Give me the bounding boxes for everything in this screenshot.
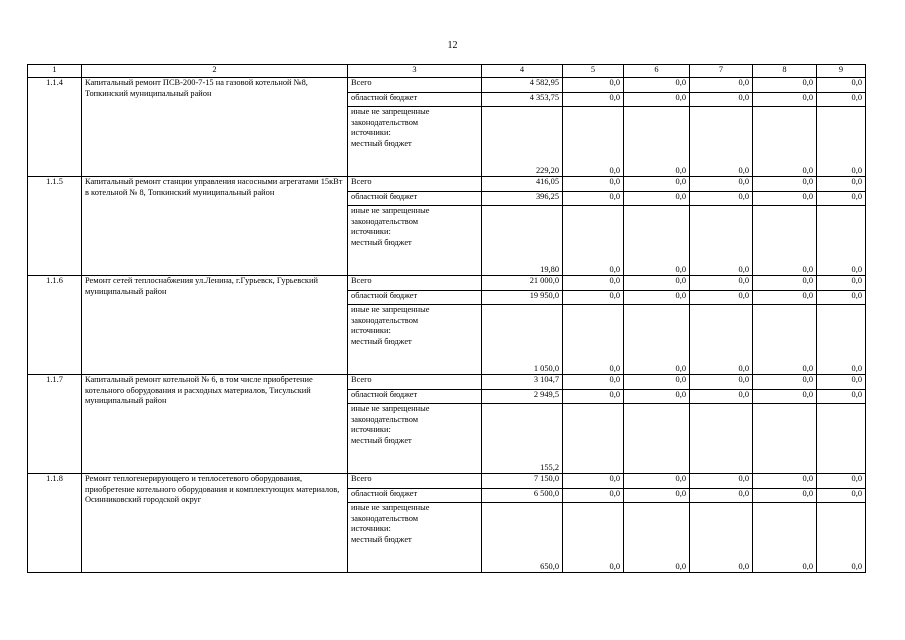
value-cell: 0,0 (563, 375, 624, 390)
item-number: 1.1.6 (28, 276, 82, 375)
funding-source: Всего (348, 276, 482, 291)
value-cell: 0,0 (690, 503, 753, 573)
value-cell: 0,0 (753, 107, 817, 177)
value-cell: 0,0 (563, 474, 624, 489)
value-cell: 0,0 (753, 291, 817, 305)
table-row (28, 78, 866, 93)
funding-source: областной бюджет (348, 93, 482, 107)
table-row (28, 375, 866, 390)
value-cell (563, 404, 624, 474)
value-cell: 0,0 (624, 375, 690, 390)
funding-source: областной бюджет (348, 390, 482, 404)
value-cell: 0,0 (753, 489, 817, 503)
value-cell: 0,0 (753, 93, 817, 107)
value-cell (817, 404, 866, 474)
funding-source-line: законодательством (351, 513, 419, 523)
funding-source (348, 404, 482, 474)
value-cell: 0,0 (753, 192, 817, 206)
value-cell: 0,0 (817, 474, 866, 489)
value-cell: 0,0 (624, 291, 690, 305)
value-cell: 0,0 (690, 93, 753, 107)
value-cell: 2 949,5 (482, 390, 563, 404)
value-cell: 0,0 (817, 78, 866, 93)
funding-source-line: источники: (351, 227, 391, 236)
value-cell: 0,0 (690, 276, 753, 291)
value-cell (753, 404, 817, 474)
value-cell: 0,0 (563, 93, 624, 107)
value-cell: 396,25 (482, 192, 563, 206)
funding-source-line: местный бюджет (351, 138, 412, 148)
value-cell: 0,0 (563, 78, 624, 93)
value-cell: 155,2 (482, 404, 563, 474)
value-cell: 0,0 (563, 192, 624, 206)
funding-source-line: законодательством (351, 414, 419, 424)
value-cell: 0,0 (690, 291, 753, 305)
column-header: 9 (817, 65, 866, 78)
funding-source: областной бюджет (348, 291, 482, 305)
funding-source (348, 503, 482, 573)
value-cell: 0,0 (690, 192, 753, 206)
value-cell: 0,0 (624, 305, 690, 375)
value-cell: 0,0 (817, 375, 866, 390)
value-cell: 1 050,0 (482, 305, 563, 375)
page-number: 12 (447, 40, 458, 51)
column-header: 6 (624, 65, 690, 78)
table-row (28, 276, 866, 291)
value-cell: 0,0 (817, 390, 866, 404)
funding-source: Всего (348, 177, 482, 192)
value-cell: 0,0 (753, 305, 817, 375)
value-cell: 0,0 (753, 78, 817, 93)
funding-source-line: местный бюджет (351, 336, 412, 346)
column-header: 1 (28, 65, 82, 78)
value-cell: 21 000,0 (482, 276, 563, 291)
value-cell: 0,0 (753, 276, 817, 291)
value-cell: 0,0 (624, 474, 690, 489)
funding-source-line: местный бюджет (351, 237, 412, 247)
value-cell: 0,0 (624, 276, 690, 291)
funding-source-line: источники: (351, 524, 391, 533)
value-cell: 0,0 (690, 474, 753, 489)
funding-source-line: иные не запрещенные (351, 206, 430, 215)
funding-source: областной бюджет (348, 192, 482, 206)
table-row (28, 474, 866, 489)
value-cell: 0,0 (563, 390, 624, 404)
value-cell: 0,0 (690, 206, 753, 276)
value-cell: 229,20 (482, 107, 563, 177)
value-cell: 0,0 (817, 107, 866, 177)
funding-source-line: источники: (351, 128, 391, 137)
value-cell: 0,0 (817, 291, 866, 305)
funding-source-line: местный бюджет (351, 435, 412, 445)
funding-source (348, 107, 482, 177)
value-cell: 0,0 (624, 206, 690, 276)
value-cell: 0,0 (817, 192, 866, 206)
value-cell: 0,0 (690, 78, 753, 93)
value-cell: 0,0 (817, 276, 866, 291)
funding-source-line: иные не запрещенные (351, 503, 430, 512)
funding-source-line: законодательством (351, 315, 419, 325)
item-number: 1.1.4 (28, 78, 82, 177)
value-cell: 0,0 (624, 192, 690, 206)
value-cell: 0,0 (624, 78, 690, 93)
funding-source-line: иные не запрещенные (351, 305, 430, 314)
value-cell: 0,0 (690, 390, 753, 404)
value-cell: 4 582,95 (482, 78, 563, 93)
value-cell: 0,0 (563, 305, 624, 375)
funding-source-line: иные не запрещенные (351, 404, 430, 413)
value-cell (624, 404, 690, 474)
funding-source: Всего (348, 474, 482, 489)
item-number: 1.1.8 (28, 474, 82, 573)
value-cell: 6 500,0 (482, 489, 563, 503)
value-cell: 0,0 (624, 177, 690, 192)
value-cell: 0,0 (624, 489, 690, 503)
funding-source: областной бюджет (348, 489, 482, 503)
value-cell: 0,0 (690, 489, 753, 503)
value-cell: 0,0 (817, 489, 866, 503)
value-cell: 0,0 (563, 291, 624, 305)
funding-source: Всего (348, 375, 482, 390)
value-cell: 0,0 (690, 177, 753, 192)
value-cell: 0,0 (563, 177, 624, 192)
value-cell: 0,0 (563, 503, 624, 573)
value-cell (690, 404, 753, 474)
value-cell: 0,0 (817, 206, 866, 276)
funding-source-line: законодательством (351, 216, 419, 226)
column-header: 4 (482, 65, 563, 78)
item-name: Ремонт теплогенерирующего и теплосетевого оборудования, приобретение котельного оборудования и комплектующих материалов, Осинниковский городской округ (82, 474, 348, 573)
column-header: 3 (348, 65, 482, 78)
value-cell: 19,80 (482, 206, 563, 276)
value-cell: 7 150,0 (482, 474, 563, 489)
funding-source-line: местный бюджет (351, 534, 412, 544)
value-cell: 0,0 (624, 93, 690, 107)
value-cell: 0,0 (563, 489, 624, 503)
value-cell: 0,0 (753, 503, 817, 573)
funding-source (348, 206, 482, 276)
value-cell: 0,0 (624, 503, 690, 573)
value-cell: 416,05 (482, 177, 563, 192)
value-cell: 0,0 (817, 305, 866, 375)
funding-source-line: иные не запрещенные (351, 107, 430, 116)
value-cell: 650,0 (482, 503, 563, 573)
value-cell: 0,0 (690, 375, 753, 390)
item-name: Капитальный ремонт станции управления насосными агрегатами 15кВт в котельной № 8, Топкинский муниципальный район (82, 177, 348, 276)
item-number: 1.1.7 (28, 375, 82, 474)
value-cell: 0,0 (753, 390, 817, 404)
value-cell: 0,0 (690, 305, 753, 375)
funding-source-line: источники: (351, 425, 391, 434)
item-number: 1.1.5 (28, 177, 82, 276)
table-row (28, 177, 866, 192)
value-cell: 0,0 (817, 93, 866, 107)
value-cell: 0,0 (817, 503, 866, 573)
value-cell: 0,0 (563, 107, 624, 177)
value-cell: 19 950,0 (482, 291, 563, 305)
value-cell: 0,0 (817, 177, 866, 192)
value-cell: 0,0 (753, 177, 817, 192)
value-cell: 0,0 (753, 375, 817, 390)
value-cell: 0,0 (563, 206, 624, 276)
funding-source (348, 305, 482, 375)
value-cell: 0,0 (563, 276, 624, 291)
budget-table (27, 64, 866, 573)
value-cell: 0,0 (753, 474, 817, 489)
value-cell: 0,0 (624, 390, 690, 404)
funding-source: Всего (348, 78, 482, 93)
value-cell: 4 353,75 (482, 93, 563, 107)
column-header: 8 (753, 65, 817, 78)
value-cell: 0,0 (690, 107, 753, 177)
item-name: Капитальный ремонт котельной № 6, в том числе приобретение котельного оборудования и расходных материалов, Тисульский муниципальный район (82, 375, 348, 474)
item-name: Ремонт сетей теплоснабжения ул.Ленина, г.Гурьевск, Гурьевский муниципальный район (82, 276, 348, 375)
column-header: 5 (563, 65, 624, 78)
funding-source-line: источники: (351, 326, 391, 335)
item-name: Капитальный ремонт ПСВ-200-7-15 на газовой котельной №8, Топкинский муниципальный район (82, 78, 348, 177)
value-cell: 3 104,7 (482, 375, 563, 390)
column-header: 7 (690, 65, 753, 78)
value-cell: 0,0 (753, 206, 817, 276)
column-header: 2 (82, 65, 348, 78)
funding-source-line: законодательством (351, 117, 419, 127)
header-row (28, 65, 866, 78)
value-cell: 0,0 (624, 107, 690, 177)
